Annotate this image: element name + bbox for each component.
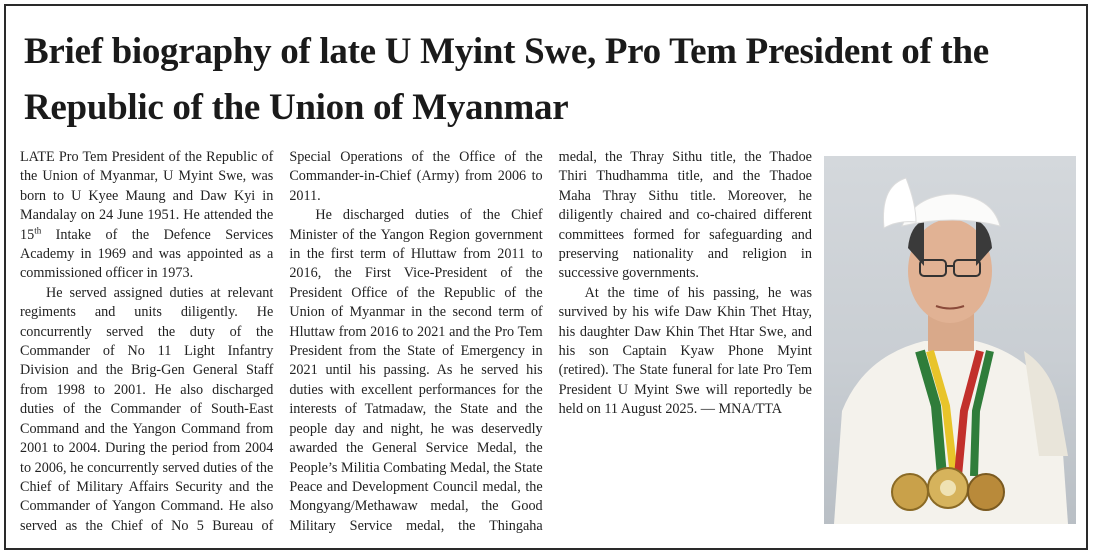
paragraph-1	[20, 148, 273, 284]
article-frame	[4, 4, 1088, 550]
paragraph-4: At the time of his passing, he was survived by his wife Daw Khin Thet Htay, his daughter Daw Khin Thet Htar Swe, and his son Captain Kyaw Phone Myint (retired). The State funeral for late Pro Tem President U Myint Swe will reportedly be held on 11 August 2025. — MNA/TTA	[558, 284, 812, 418]
headdress-knot	[883, 178, 916, 228]
medal-center-inner	[940, 480, 956, 496]
paragraph-3: He discharged duties of the Chief Minister of the Yangon Region government in the first term of Hluttaw from 2011 to 2016, the First Vice-President of the President Office of the Republic of the Union of Myanmar in the second term of Hluttaw from 2016 to 2021 and the Pro Tem President from the State of Emergency in 2021 until his passing. As he served his duties with excellent performances for the interests of Tatmadaw, the State and the people day and night, he was deservedly awarded the General Service Medal, the People’s Militia Combating Medal, the State Peace and Development Council medal, the Mongyang/Methawaw medal, the Good Military Service medal, the Thingaha medal, the Thray Sithu title, the Thadoe Thiri Thudhamma title, and the Thadoe Maha Thray Sithu title. Moreover, he diligently chaired and co-chaired different committees formed for safeguarding and preserving nationality and religion in successive governments.	[289, 149, 812, 534]
medal-right	[968, 474, 1004, 510]
article-body	[20, 148, 812, 548]
lead-word: LATE	[20, 149, 55, 165]
paragraph-1-text: Pro Tem President of the Republic of the Union of Myanmar, U Myint Swe, was born to U Kyee Maung and Daw Kyi in Mandalay on 24 June 1951. He attended the 15	[20, 149, 274, 243]
paragraph-1-text-end: Intake of the Defence Services Academy in 1969 and was appointed as a commissioned officer in 1973.	[20, 226, 274, 282]
ordinal-suffix: th	[34, 224, 42, 235]
medal-left	[892, 474, 928, 510]
portrait-illustration	[824, 156, 1076, 524]
headline: Brief biography of late U Myint Swe, Pro Tem President of the Republic of the Union of Myanmar	[24, 31, 989, 128]
portrait-photo	[824, 156, 1076, 524]
paragraph-2: He served assigned duties at relevant regiments and units diligently. He concurrently served the duty of the Commander of No 11 Light Infantry Division and the Brig-Gen General Staff from 1998 to 2001. He also discharged duties of the Commander of South-East Command and the Yangon Command from 2001 to 2004. During the period from 2004 to 2006, he concurrently served duties of the Chief of Military Affairs Security and the Commander of Yangon Command. He also served as the Chief of No 5 Bureau of Special Operations of the Office of the Commander-in-Chief (Army) from 2006 to 2011.	[20, 149, 543, 534]
